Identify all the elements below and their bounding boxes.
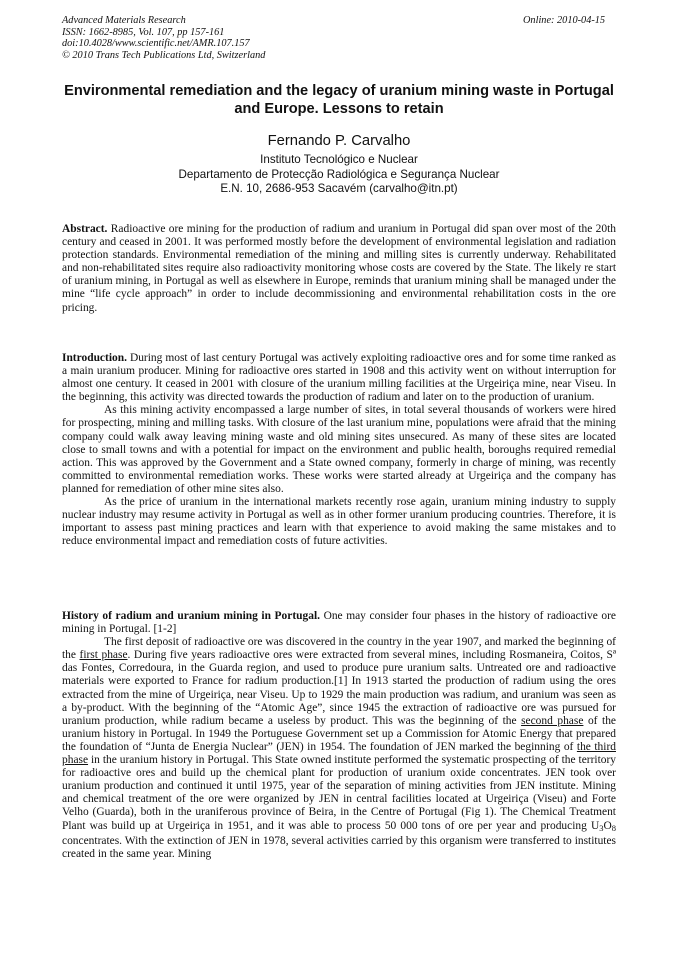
history-text-2e: concentrates. With the extinction of JEN in 1978, several activities carried by this organism were transferred to institutes created in the same year. Mining (62, 834, 616, 860)
history-text-2b: . During five years radioactive ores were extracted from several mines, including Rosmaneira, Coitos, Sª das Fontes, Corredoura, in the Guarda region, and used to produce pure uranium salts. Untreated ore and radioactive materials were exported to France for radium production.[1] In 1913 started the production of radium using the ores extracted from the mine of Urgeiriça, near Viseu. Up to 1929 the main production was radium, and uranium was seen as a by-product. With the beginning of the “Atomic Age”, since 1945 the extraction of radioactive ore was pursued for uranium production, while radium became a useless by product. This was the beginning of the (62, 649, 616, 727)
history-text-2d: in the uranium history in Portugal. This State owned institute performed the systematic prospecting of the territory for radioactive ores and build up the chemical plant for production of uranium oxide concentrates. JEN took over uranium production and continued it until 1975, year of the separation of mining activities from JEN institute. Mining and chemical treatment of the ore were organized by JEN in central facilities located at Urgeiriça (Viseu) and Forte Velho (Guarda), both in the uraniferous province of Beira, in the Centre of Portugal (Fig 1). The Chemical Treatment Plant was build up at Urgeiriça in 1951, and it was able to process 50 000 tons of ore per year and producing (62, 754, 616, 832)
abstract-text: Radioactive ore mining for the production of radium and uranium in Portugal did span over most of the 20th century and ceased in 2001. It was performed mostly before the development of environmental legislation and radiation protection standards. Environmental remediation of the mining and milling sites is currently underway. Rehabilitated and non-rehabilitated sites require also radioactivity monitoring whose costs are covered by the State. The likely re start of uranium mining, in Portugal as well as elsewhere in Europe, reminds that uranium mining shall be managed under the mine “life cycle approach” in order to include decommissioning and environmental rehabilitation costs in the ore pricing. (62, 223, 616, 314)
first-phase-term: first phase (79, 649, 128, 662)
online-date: Online: 2010-04-15 (523, 15, 606, 26)
department-line: Departamento de Protecção Radiológica e Segurança Nuclear (178, 167, 500, 181)
issn-line: ISSN: 1662-8985, Vol. 107, pp 157-161 (62, 26, 225, 38)
second-phase-term: second phase (521, 714, 584, 727)
history-text-2c: of the uranium history in Portugal. In 1949 the Portuguese Government set up a Commission for Atomic Energy that prepared the foundation of “Junta de Energia Nuclear” (JEN) in 1954. The foundation of JEN marked the beginning of (62, 714, 616, 753)
author-name: Fernando P. Carvalho (267, 133, 411, 149)
abstract-heading: Abstract. (62, 223, 108, 235)
history-heading: History of radium and uranium mining in Portugal. (62, 610, 320, 622)
intro-paragraph-3: As the price of uranium in the international markets recently rose again, uranium mining industry to supply nuclear industry may resume activity in Portugal as well as in other former uranium producing countries. Therefore, it is important to assess past mining practices and learn with that experience to avoid making the same mistakes and to reduce environmental impact and remediation costs of future activities. (62, 496, 616, 548)
abstract-paragraph (62, 223, 616, 315)
copyright-line: © 2010 Trans Tech Publications Ltd, Switzerland (62, 49, 266, 61)
intro-text-1: During most of last century Portugal was actively exploiting radioactive ores and for some time ranked as a main uranium producer. Mining for radioactive ores started in 1908 and this activity went on without interruption for almost one century. It ceased in 2001 with closure of the uranium milling facilities at the Urgeiriça mine, near Viseu. In the beginning, this activity was directed towards the production of radium and later on to the production of uranium. (62, 352, 617, 404)
formula-sub-8: 8 (611, 822, 616, 833)
journal-name: Advanced Materials Research (62, 15, 186, 26)
history-text-1: One may consider four phases in the history of radioactive ore mining in Portugal. [1-2] (62, 610, 617, 636)
history-section (62, 610, 616, 861)
paper-title: Environmental remediation and the legacy of uranium mining waste in Portugal and Europe. Lessons to retain (64, 83, 614, 117)
formula-sub-3: 3 (599, 822, 604, 833)
third-phase-term: the third phase (62, 740, 616, 767)
abstract-section (62, 223, 616, 315)
formula-o: O (603, 819, 612, 832)
history-paragraph-2 (62, 636, 616, 861)
doi-line[interactable]: doi:10.4028/www.scientific.net/AMR.107.157 (62, 38, 250, 50)
intro-paragraph-2: As this mining activity encompassed a large number of sites, in total several thousands of workers were hired for prospecting, mining and milling tasks. With closure of the last uranium mine, populations were afraid that the mining company could walk away leaving mining waste and old mining sites unsecured. As many of these sites are located close to small towns and with a potential for impact on the environment and public health, boroughs required remedial action. This was approved by the Government and a State owned company, formerly in charge of mining, was recently committed to environmental remediation works. These works were started already at Urgeiriça and the company has planned for remediation of other mine sites also. (62, 404, 616, 495)
affiliation (62, 153, 616, 197)
intro-heading: Introduction. (62, 352, 127, 364)
address-line[interactable]: E.N. 10, 2686-953 Sacavém (carvalho@itn.pt) (220, 182, 458, 195)
history-paragraph-1 (62, 610, 616, 636)
u3o8-formula (591, 820, 616, 832)
formula-u: U (590, 819, 600, 832)
institute-line: Instituto Tecnológico e Nuclear (260, 153, 418, 166)
intro-paragraph-1 (62, 352, 616, 404)
journal-header (62, 15, 265, 61)
history-text-2a: The first deposit of radioactive ore was discovered in the country in the year 1907, and marked the beginning of the (62, 636, 616, 662)
introduction-section (62, 352, 616, 548)
